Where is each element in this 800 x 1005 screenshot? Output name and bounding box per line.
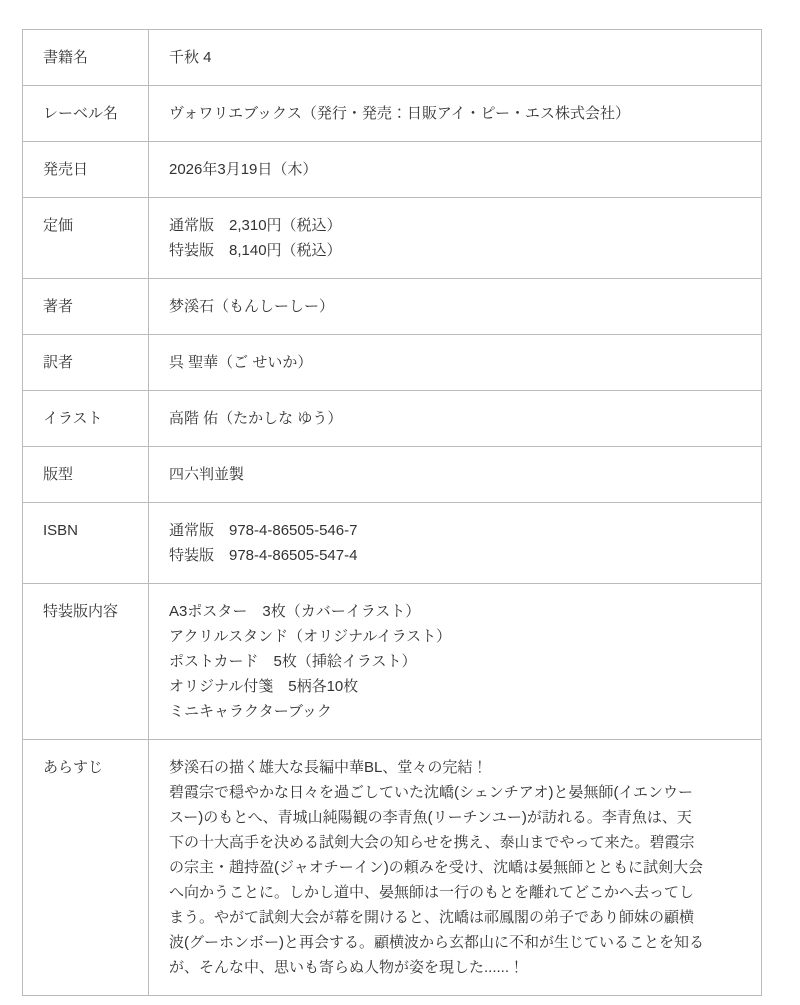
value-line: 碧霞宗で穏やかな日々を過ごしていた沈嶠(シェンチアオ)と晏無師(イエンウー [169,784,693,801]
row-value [149,335,762,391]
value-line: 特装版 8,140円（税込） [169,242,342,259]
row-value [149,30,762,86]
table-row [23,740,762,996]
value-line: 波(グーホンボー)と再会する。顧横波から玄都山に不和が生じていることを知る [169,934,704,951]
row-value [149,503,762,584]
row-label: 版型 [23,447,149,503]
table-row [23,503,762,584]
value-line: 通常版 978-4-86505-546-7 [169,522,358,539]
value-line: 呉 聖華（ご せいか） [169,354,313,371]
value-line: オリジナル付箋 5柄各10枚 [169,678,359,695]
value-line: ミニキャラクターブック [169,703,332,720]
value-line: A3ポスター 3枚（カバーイラスト） [169,603,421,620]
table-row [23,198,762,279]
table-row [23,86,762,142]
value-line: 千秋 4 [169,49,212,66]
value-line: 梦溪石（もんしーしー） [169,298,335,315]
value-line: スー)のもとへ、青城山純陽観の李青魚(リーチンユー)が訪れる。李青魚は、天 [169,809,692,826]
row-value [149,391,762,447]
value-line: の宗主・趙持盈(ジャオチーイン)の頼みを受け、沈嶠は晏無師とともに試剣大会 [169,859,704,876]
row-value [149,198,762,279]
row-value [149,584,762,740]
value-line: が、そんな中、思いも寄らぬ人物が姿を現した......！ [169,959,525,976]
row-label: ISBN [23,503,149,584]
row-label: 書籍名 [23,30,149,86]
row-label: 発売日 [23,142,149,198]
value-line: ヴォワリエブックス（発行・発売：日販アイ・ピー・エス株式会社） [169,105,630,122]
value-line: アクリルスタンド（オリジナルイラスト） [169,628,452,645]
table-row [23,391,762,447]
row-value [149,142,762,198]
value-line: 通常版 2,310円（税込） [169,217,342,234]
row-label: 訳者 [23,335,149,391]
book-info-table-body [23,30,762,996]
row-value [149,447,762,503]
value-line: 下の十大高手を決める試剣大会の知らせを携え、泰山までやって来た。碧霞宗 [169,834,695,851]
value-line: まう。やがて試剣大会が幕を開けると、沈嶠は祁鳳閣の弟子であり師妹の顧横 [169,909,695,926]
row-label: 定価 [23,198,149,279]
book-info-table [22,29,762,996]
value-line: 梦溪石の描く雄大な長編中華BL、堂々の完結！ [169,759,488,776]
value-line: へ向かうことに。しかし道中、晏無師は一行のもとを離れてどこかへ去ってし [169,884,695,901]
value-line: 2026年3月19日（木） [169,161,318,178]
row-label: あらすじ [23,740,149,996]
table-row [23,279,762,335]
table-row [23,584,762,740]
table-row [23,142,762,198]
row-label: 著者 [23,279,149,335]
table-row [23,447,762,503]
value-line: 四六判並製 [169,466,245,483]
row-value [149,86,762,142]
table-row [23,30,762,86]
row-label: イラスト [23,391,149,447]
row-value [149,740,762,996]
value-line: ポストカード 5枚（挿絵イラスト） [169,653,417,670]
value-line: 高階 佑（たかしな ゆう） [169,410,343,427]
row-value [149,279,762,335]
row-label: 特装版内容 [23,584,149,740]
table-row [23,335,762,391]
value-line: 特装版 978-4-86505-547-4 [169,547,358,564]
row-label: レーベル名 [23,86,149,142]
